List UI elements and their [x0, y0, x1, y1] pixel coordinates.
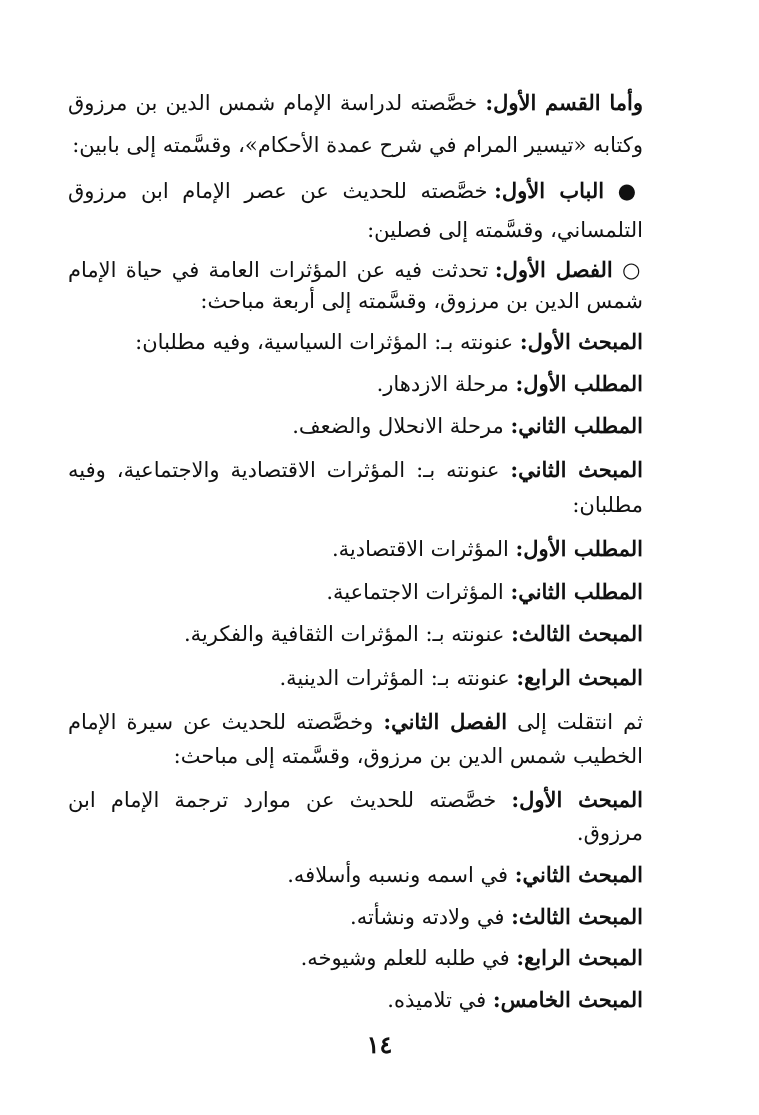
item-heading: المطلب الأول:	[515, 536, 643, 561]
item-text: مرحلة الازدهار.	[376, 372, 516, 396]
paragraph-line	[68, 709, 643, 734]
paragraph-text: تحدثت فيه عن المؤثرات العامة في حياة الإمام	[68, 258, 495, 282]
list-item	[184, 621, 643, 646]
paragraph-text: التلمساني، وقسَّمته إلى فصلين:	[367, 218, 643, 242]
list-item	[279, 665, 643, 690]
bullet-filled-icon: ●	[617, 179, 643, 203]
chapter-heading: الفصل الثاني:	[383, 709, 508, 734]
item-heading: المطلب الأول:	[515, 371, 643, 396]
item-text: عنونته بـ: المؤثرات الدينية.	[279, 666, 517, 690]
item-heading: المطلب الثاني:	[510, 413, 643, 438]
list-item	[377, 371, 643, 396]
item-heading: المبحث الأول:	[511, 787, 643, 812]
item-text: المؤثرات الاقتصادية.	[332, 537, 516, 561]
paragraph-text: وكتابه «تيسير المرام في شرح عمدة الأحكام»، وقسَّمته إلى بابين:	[72, 133, 643, 157]
paragraph-line	[68, 218, 643, 242]
paragraph-text: الخطيب شمس الدين بن مرزوق، وقسَّمته إلى مباحث:	[173, 744, 643, 768]
list-item	[301, 945, 643, 970]
list-item	[135, 329, 643, 354]
chapter-heading: الباب الأول:	[494, 178, 605, 203]
list-item	[287, 862, 643, 887]
list-item	[350, 904, 643, 929]
paragraph-text: خصَّصته للحديث عن عصر الإمام ابن مرزوق	[68, 179, 495, 203]
item-text: في ولادته ونشأته.	[350, 905, 512, 929]
item-heading: المبحث الثاني:	[514, 862, 643, 887]
list-item	[387, 987, 643, 1012]
paragraph-text: خصَّصته لدراسة الإمام شمس الدين بن مرزوق	[68, 91, 486, 115]
item-text: عنونته بـ: المؤثرات الثقافية والفكرية.	[184, 622, 512, 646]
bullet-hollow-icon: ○	[622, 258, 643, 282]
paragraph-line	[68, 257, 643, 282]
paragraph-line	[68, 90, 643, 115]
list-item	[68, 457, 643, 482]
item-heading: المبحث الثالث:	[511, 621, 643, 646]
paragraph-line	[68, 744, 643, 768]
item-text: مرحلة الانحلال والضعف.	[292, 414, 511, 438]
paragraph-line	[68, 289, 643, 313]
item-text: خصَّصته للحديث عن موارد ترجمة الإمام ابن	[68, 788, 512, 812]
item-text: في اسمه ونسبه وأسلافه.	[287, 863, 515, 887]
item-heading: المبحث الأول:	[519, 329, 643, 354]
item-text: مرزوق.	[576, 821, 643, 845]
item-heading: المبحث الرابع:	[516, 945, 643, 970]
list-item	[68, 787, 643, 812]
item-heading: المبحث الرابع:	[516, 665, 643, 690]
section-heading: وأما القسم الأول:	[485, 90, 643, 115]
chapter-heading: الفصل الأول:	[494, 257, 613, 282]
paragraph-line	[68, 493, 643, 517]
list-item	[326, 579, 643, 604]
page-number: ١٤	[366, 1030, 393, 1059]
item-heading: المبحث الثالث:	[511, 904, 643, 929]
item-heading: المطلب الثاني:	[510, 579, 643, 604]
item-text: عنونته بـ: المؤثرات الاقتصادية والاجتماعية، وفيه	[68, 458, 511, 482]
item-text: المؤثرات الاجتماعية.	[326, 580, 511, 604]
paragraph-text: ثم انتقلت إلى	[507, 710, 643, 734]
paragraph-line	[68, 133, 643, 157]
item-heading: المبحث الثاني:	[510, 457, 643, 482]
item-text: عنونته بـ: المؤثرات السياسية، وفيه مطلبان:	[135, 330, 520, 354]
paragraph-line	[68, 178, 643, 203]
paragraph-text: شمس الدين بن مرزوق، وقسَّمته إلى أربعة مباحث:	[200, 289, 643, 313]
item-text: مطلبان:	[572, 493, 643, 517]
item-text: في طلبه للعلم وشيوخه.	[300, 946, 517, 970]
list-item	[332, 536, 643, 561]
paragraph-text: وخصَّصته للحديث عن سيرة الإمام	[68, 710, 384, 734]
item-text: في تلاميذه.	[387, 988, 493, 1012]
paragraph-line	[68, 821, 643, 845]
item-heading: المبحث الخامس:	[492, 987, 643, 1012]
list-item	[292, 413, 643, 438]
